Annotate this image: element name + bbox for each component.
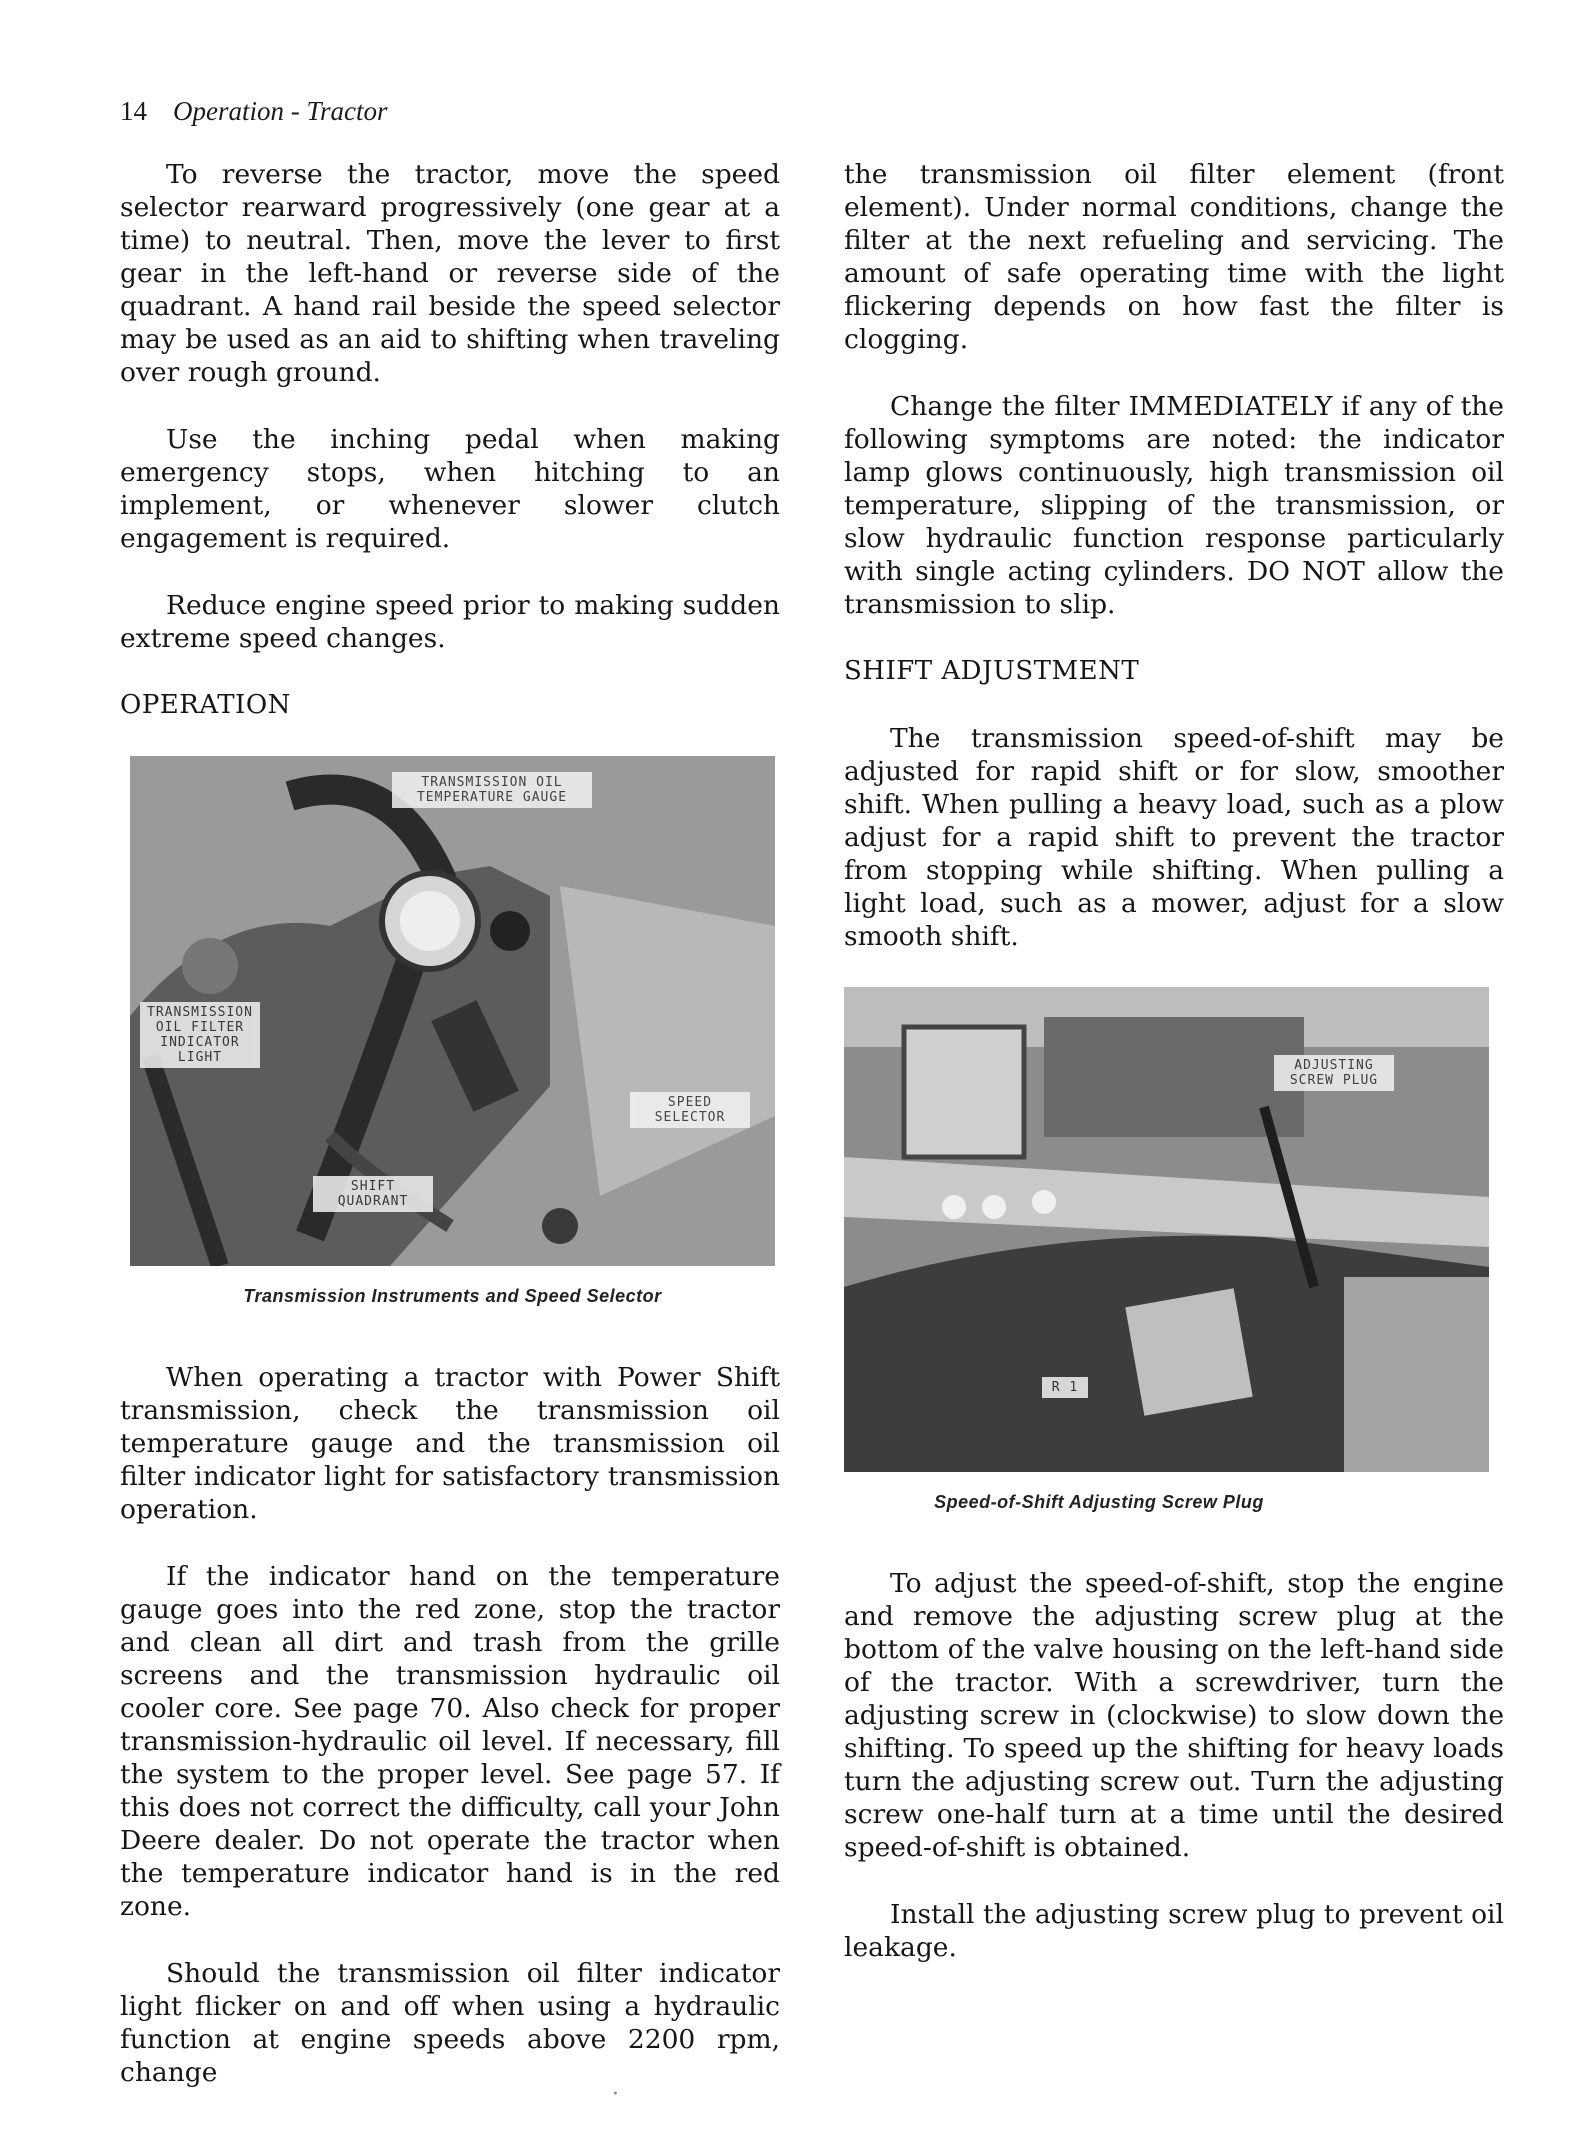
- figure-caption: Transmission Instruments and Speed Selector: [243, 1286, 662, 1306]
- photo-transmission-instruments: [130, 756, 775, 1266]
- section-title: Operation - Tractor: [173, 96, 388, 126]
- page-header: [120, 96, 388, 127]
- label-speed-selector: SPEED SELECTOR: [630, 1092, 750, 1128]
- photo-adjusting-screw-plug: [844, 987, 1489, 1472]
- paragraph: The transmission speed-of-shift may be adjusted for rapid shift or for slow, smoother shift. When pulling a heavy load, such as a plow adjust for a rapid shift to prevent the tractor from stopping while shifting. When pulling a light load, such as a mower, adjust for a slow smooth shift.: [844, 723, 1504, 952]
- paragraph: Should the transmission oil filter indicator light flicker on and off when using a hydraulic function at engine speeds above 2200 rpm, change: [120, 1958, 780, 2088]
- page-dot: ·: [612, 2082, 619, 2107]
- label-small: R 1: [1042, 1377, 1088, 1398]
- paragraph: Use the inching pedal when making emergency stops, when hitching to an implement, or whenever slower clutch engagement is required.: [120, 424, 780, 554]
- right-column: [844, 158, 1504, 1998]
- figure-transmission-instruments: [120, 756, 780, 1313]
- paragraph: Reduce engine speed prior to making sudden extreme speed changes.: [120, 590, 780, 654]
- paragraph: Install the adjusting screw plug to prevent oil leakage.: [844, 1899, 1504, 1963]
- paragraph: the transmission oil filter element (front element). Under normal conditions, change the filter at the next refueling and servicing. The amount of safe operating time with the light flickering depends on how fast the filter is clogging.: [844, 159, 1504, 355]
- figure-caption: Speed-of-Shift Adjusting Screw Plug: [934, 1492, 1264, 1512]
- section-heading: SHIFT ADJUSTMENT: [844, 656, 1140, 686]
- paragraph: Change the filter IMMEDIATELY if any of the following symptoms are noted: the indicator lamp glows continuously, high transmission oil temperature, slipping of the transmission, or slow hydraulic function response particularly with single acting cylinders. DO NOT allow the transmission to slip.: [844, 391, 1504, 620]
- section-heading: OPERATION: [120, 690, 291, 720]
- label-temp-gauge: TRANSMISSION OIL TEMPERATURE GAUGE: [392, 772, 592, 808]
- label-shift-quadrant: SHIFT QUADRANT: [313, 1176, 433, 1212]
- label-filter-light: TRANSMISSION OIL FILTER INDICATOR LIGHT: [140, 1002, 260, 1068]
- label-adjusting-screw-plug: ADJUSTING SCREW PLUG: [1274, 1055, 1394, 1091]
- paragraph: If the indicator hand on the temperature gauge goes into the red zone, stop the tractor and clean all dirt and trash from the grille screens and the transmission hydraulic oil cooler core. See page 70. Also check for proper transmission-hydraulic oil level. If necessary, fill the system to the proper level. See page 57. If this does not correct the difficulty, call your John Deere dealer. Do not operate the tractor when the temperature indicator hand is in the red zone.: [120, 1561, 780, 1922]
- figure-adjusting-screw-plug: [844, 987, 1504, 1519]
- page-number: 14: [120, 96, 147, 126]
- paragraph: To reverse the tractor, move the speed selector rearward progressively (one gear at a time) to neutral. Then, move the lever to first gear in the left-hand or reverse side of the quadrant. A hand rail beside the speed selector may be used as an aid to shifting when traveling over rough ground.: [120, 159, 780, 388]
- left-column: [120, 158, 780, 2089]
- paragraph: To adjust the speed-of-shift, stop the engine and remove the adjusting screw plug at the bottom of the valve housing on the left-hand side of the tractor. With a screwdriver, turn the adjusting screw in (clockwise) to slow down the shifting. To speed up the shifting for heavy loads turn the adjusting screw out. Turn the adjusting screw one-half turn at a time until the desired speed-of-shift is obtained.: [844, 1568, 1504, 1863]
- paragraph: When operating a tractor with Power Shift transmission, check the transmission oil temperature gauge and the transmission oil filter indicator light for satisfactory transmission operation.: [120, 1362, 780, 1525]
